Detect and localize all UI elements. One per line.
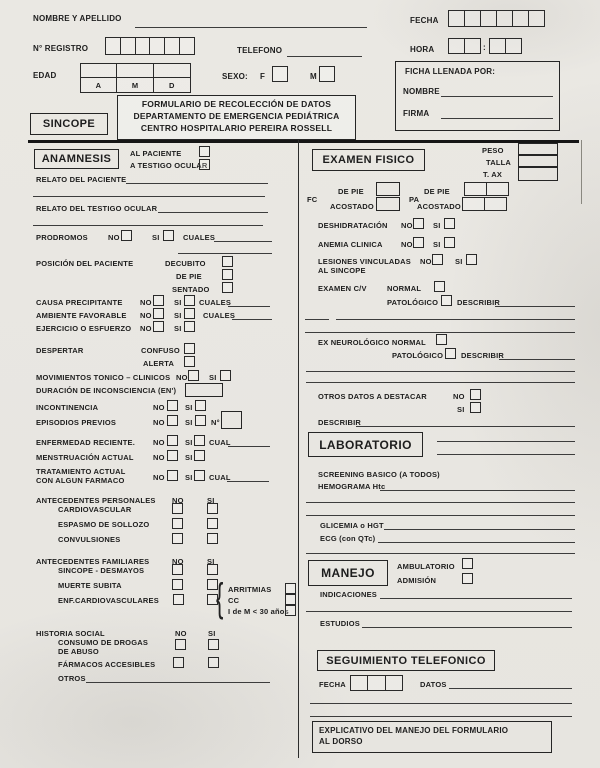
causa-si-label: SI	[174, 298, 182, 307]
farmacos-si-checkbox[interactable]	[208, 657, 219, 668]
otros-datos-label: OTROS DATOS A DESTACAR	[318, 392, 427, 401]
indicaciones-line2[interactable]	[306, 611, 572, 612]
otros-label: OTROS	[58, 674, 86, 683]
sincope-desmayos-no-checkbox[interactable]	[172, 564, 183, 575]
edad-meses-cell[interactable]	[116, 63, 154, 79]
duracion-label: DURACIÓN DE INCONSCIENCIA (EN')	[36, 386, 177, 395]
fecha-digit-cell[interactable]	[512, 10, 529, 27]
familiares-brace: {	[216, 576, 224, 620]
cv-normal-checkbox[interactable]	[434, 281, 445, 292]
relato-paciente-line2[interactable]	[33, 196, 265, 197]
lesiones-label-l2: AL SINCOPE	[318, 266, 366, 275]
causa-no-label: NO	[140, 298, 152, 307]
nombre-apellido-line[interactable]	[135, 27, 367, 28]
seguimiento-line3[interactable]	[310, 716, 572, 717]
ficha-firma-label: FIRMA	[403, 109, 430, 118]
cv-line3[interactable]	[305, 332, 575, 333]
anemia-si-checkbox[interactable]	[444, 237, 455, 248]
seguimiento-fecha-cell[interactable]	[367, 675, 385, 691]
seguimiento-title: SEGUIMIENTO TELEFONICO	[326, 655, 486, 667]
lesiones-no-label: NO	[420, 257, 432, 266]
espasmo-label: ESPASMO DE SOLLOZO	[58, 520, 150, 529]
ficha-nombre-label: NOMBRE	[403, 87, 440, 96]
ecg-label: ECG (con QTc)	[320, 534, 376, 543]
tratamiento-si-checkbox[interactable]	[194, 470, 205, 481]
deshidratacion-no-checkbox[interactable]	[413, 218, 424, 229]
tratamiento-label-l1: TRATAMIENTO ACTUAL	[36, 467, 126, 476]
ant-personales-si-header: SI	[207, 496, 215, 505]
explicativo-label-l2: AL DORSO	[319, 737, 363, 746]
al-paciente-checkbox[interactable]	[199, 146, 210, 157]
enfermedad-cual-line[interactable]	[228, 446, 270, 447]
sentado-checkbox[interactable]	[222, 282, 233, 293]
convulsiones-label: CONVULSIONES	[58, 535, 121, 544]
registro-digit-cell[interactable]	[149, 37, 165, 55]
ejercicio-si-checkbox[interactable]	[184, 321, 195, 332]
fecha-digit-cell[interactable]	[480, 10, 497, 27]
historia-si-header: SI	[208, 629, 216, 638]
movimientos-no-checkbox[interactable]	[188, 370, 199, 381]
prodromos-si-label: SI	[152, 233, 160, 242]
examen-cv-label: EXAMEN C/V	[318, 284, 367, 293]
tratamiento-cual-line[interactable]	[227, 481, 269, 482]
menstruacion-no-label: NO	[153, 453, 165, 462]
pa-acostado-cell[interactable]	[462, 197, 485, 211]
admision-checkbox[interactable]	[462, 573, 473, 584]
registro-digit-cell[interactable]	[135, 37, 151, 55]
prodromos-no-label: NO	[108, 233, 120, 242]
tratamiento-no-checkbox[interactable]	[167, 470, 178, 481]
t-ax-field-box[interactable]	[518, 167, 558, 181]
cardiovascular-label: CARDIOVASCULAR	[58, 505, 132, 514]
seguimiento-fecha-cell[interactable]	[385, 675, 403, 691]
fc-acostado-box[interactable]	[376, 197, 400, 211]
sincope-desmayos-label: SINCOPE - DESMAYOS	[58, 566, 145, 575]
de-pie-checkbox[interactable]	[222, 269, 233, 280]
fc-de-pie-box[interactable]	[376, 182, 400, 196]
cv-patologico-checkbox[interactable]	[441, 295, 452, 306]
datos-label: DATOS	[420, 680, 447, 689]
fecha-digit-cell[interactable]	[448, 10, 465, 27]
edad-col-a: A	[80, 77, 118, 93]
screening-label: SCREENING BASICO (A TODOS)	[318, 470, 440, 479]
a-testigo-label: A TESTIGO OCULAR	[130, 161, 208, 170]
relato-paciente-label: RELATO DEL PACIENTE	[36, 175, 127, 184]
neuro-line2[interactable]	[306, 371, 575, 372]
al-paciente-label: AL PACIENTE	[130, 149, 182, 158]
anamnesis-title: ANAMNESIS	[41, 153, 112, 165]
lesiones-si-label: SI	[455, 257, 463, 266]
deshidratacion-si-label: SI	[433, 221, 441, 230]
farmacos-no-checkbox[interactable]	[173, 657, 184, 668]
cc-checkbox[interactable]	[285, 594, 296, 605]
enfermedad-no-checkbox[interactable]	[167, 435, 178, 446]
enfermedad-label: ENFERMEDAD RECIENTE.	[36, 438, 136, 447]
ant-personales-no-header: NO	[172, 496, 184, 505]
edad-col-d: D	[153, 77, 191, 93]
ambiente-label: AMBIENTE FAVORABLE	[36, 311, 127, 320]
sincope-desmayos-si-checkbox[interactable]	[207, 564, 218, 575]
form-title-line3: CENTRO HOSPITALARIO PEREIRA ROSSELL	[140, 123, 333, 133]
telefono-line[interactable]	[287, 56, 362, 57]
anemia-si-label: SI	[433, 240, 441, 249]
seguimiento-fecha-label: FECHA	[319, 680, 346, 689]
enf-cardiovasculares-no-checkbox[interactable]	[173, 594, 184, 605]
talla-label: TALLA	[486, 158, 512, 167]
relato-testigo-label: RELATO DEL TESTIGO OCULAR	[36, 204, 158, 213]
tratamiento-label-l2: CON ALGUN FARMACO	[36, 476, 125, 485]
incontinencia-si-checkbox[interactable]	[195, 400, 206, 411]
episodios-no-checkbox[interactable]	[167, 415, 178, 426]
lesiones-si-checkbox[interactable]	[466, 254, 477, 265]
decubito-label: DECUBITO	[165, 259, 206, 268]
neuro-describir-label: DESCRIBIR	[461, 351, 505, 360]
ambiente-cuales-line[interactable]	[232, 319, 272, 320]
sexo-m-checkbox[interactable]	[319, 66, 335, 82]
cv-describir-label: DESCRIBIR	[457, 298, 501, 307]
espasmo-no-checkbox[interactable]	[172, 518, 183, 529]
explicativo-label-l1: EXPLICATIVO DEL MANEJO DEL FORMULARIO	[319, 726, 509, 735]
sexo-label: SEXO:	[222, 72, 248, 81]
cv-describir-line[interactable]	[495, 306, 575, 307]
manejo-title: MANEJO	[321, 566, 375, 580]
hora-separator: :	[483, 43, 486, 52]
deshidratacion-si-checkbox[interactable]	[444, 218, 455, 229]
hemograma-line2[interactable]	[306, 502, 575, 503]
episodios-si-checkbox[interactable]	[195, 415, 206, 426]
sentado-label: SENTADO	[172, 285, 210, 294]
hora-label: HORA	[410, 45, 435, 54]
incontinencia-label: INCONTINENCIA	[36, 403, 99, 412]
cardiovascular-si-checkbox[interactable]	[207, 503, 218, 514]
consumo-label-l1: CONSUMO DE DROGAS	[58, 638, 149, 647]
ex-neurologico-label: EX NEUROLÓGICO NORMAL	[318, 338, 426, 347]
pa-label: PA	[409, 195, 420, 204]
incontinencia-no-label: NO	[153, 403, 165, 412]
estudios-line[interactable]	[362, 627, 572, 628]
t-ax-label: T. AX	[483, 170, 503, 179]
pa-de-pie-cell[interactable]	[464, 182, 487, 196]
episodios-no-label: NO	[153, 418, 165, 427]
consumo-no-checkbox[interactable]	[175, 639, 186, 650]
ecg-line2[interactable]	[306, 553, 575, 554]
de-pie-label: DE PIE	[176, 272, 202, 281]
laboratorio-line1[interactable]	[437, 441, 575, 442]
idm-label: I de M < 30 años	[228, 607, 289, 616]
deshidratacion-label: DESHIDRATACIÓN	[318, 221, 388, 230]
movimientos-si-label: SI	[209, 373, 217, 382]
seguimiento-fecha-boxes	[350, 675, 403, 691]
registro-digit-cell[interactable]	[179, 37, 195, 55]
hora-digit-cell[interactable]	[489, 38, 506, 54]
hora-digit-cell[interactable]	[448, 38, 465, 54]
top-rule	[28, 140, 579, 143]
pa-de-pie-label: DE PIE	[424, 187, 450, 196]
consumo-si-checkbox[interactable]	[208, 639, 219, 650]
edad-anios-cell[interactable]	[80, 63, 118, 79]
movimientos-label: MOVIMIENTOS TONICO – CLINICOS	[36, 373, 171, 382]
prodromos-label: PRODROMOS	[36, 233, 88, 242]
fecha-label: FECHA	[410, 16, 439, 25]
indicaciones-label: INDICACIONES	[320, 590, 377, 599]
hora-hh-boxes	[448, 38, 481, 54]
sexo-m-label: M	[310, 72, 317, 81]
lesiones-label-l1: LESIONES VINCULADAS	[318, 257, 411, 266]
ejercicio-label: EJERCICIO O ESFUERZO	[36, 324, 132, 333]
anemia-no-label: NO	[401, 240, 413, 249]
ecg-line[interactable]	[378, 542, 575, 543]
ambiente-si-label: SI	[174, 311, 182, 320]
sexo-f-checkbox[interactable]	[272, 66, 288, 82]
otros-datos-si-checkbox[interactable]	[470, 402, 481, 413]
consumo-label-l2: DE ABUSO	[58, 647, 99, 656]
describir-label: DESCRIBIR	[318, 418, 362, 427]
prodromos-cuales-line[interactable]	[214, 241, 272, 242]
laboratorio-line2[interactable]	[437, 454, 575, 455]
ambulatorio-label: AMBULATORIO	[397, 562, 455, 571]
form-title-line2: DEPARTAMENTO DE EMERGENCIA PEDIÁTRICA	[133, 111, 340, 121]
prodromos-no-checkbox[interactable]	[121, 230, 132, 241]
menstruacion-label: MENSTRUACIÓN ACTUAL	[36, 453, 134, 462]
menstruacion-si-label: SI	[185, 453, 193, 462]
ambiente-no-checkbox[interactable]	[153, 308, 164, 319]
convulsiones-si-checkbox[interactable]	[207, 533, 218, 544]
prodromos-cuales-line2[interactable]	[178, 253, 272, 254]
pa-de-pie-boxes	[464, 182, 509, 196]
ficha-titulo-label: FICHA LLENADA POR:	[405, 67, 496, 76]
convulsiones-no-checkbox[interactable]	[172, 533, 183, 544]
hemograma-line[interactable]	[380, 490, 575, 491]
enfermedad-cual-label: CUAL	[209, 438, 231, 447]
hemograma-line3[interactable]	[306, 515, 575, 516]
fc-acostado-label: ACOSTADO	[330, 202, 374, 211]
telefono-label: TELEFONO	[237, 46, 283, 55]
fecha-digit-cell[interactable]	[528, 10, 545, 27]
datos-line[interactable]	[449, 688, 572, 689]
ambiente-si-checkbox[interactable]	[184, 308, 195, 319]
prodromos-si-checkbox[interactable]	[163, 230, 174, 241]
registro-label: N° REGISTRO	[33, 44, 89, 53]
edad-dias-cell[interactable]	[153, 63, 191, 79]
registro-digit-cell[interactable]	[105, 37, 121, 55]
fecha-digit-cell[interactable]	[496, 10, 513, 27]
form-title-line1: FORMULARIO DE RECOLECCIÓN DE DATOS	[141, 99, 332, 109]
incontinencia-si-label: SI	[185, 403, 193, 412]
ambulatorio-checkbox[interactable]	[462, 558, 473, 569]
laboratorio-title: LABORATORIO	[319, 438, 412, 452]
pa-acostado-boxes	[462, 197, 507, 211]
otros-datos-si-label: SI	[457, 405, 465, 414]
pa-de-pie-cell[interactable]	[486, 182, 509, 196]
registro-digit-cell[interactable]	[120, 37, 136, 55]
fc-de-pie-label: DE PIE	[338, 187, 364, 196]
ant-personales-label: ANTECEDENTES PERSONALES	[36, 496, 156, 505]
otros-line[interactable]	[86, 682, 270, 683]
relato-testigo-line1[interactable]	[158, 212, 268, 213]
anemia-label: ANEMIA CLINICA	[318, 240, 383, 249]
confuso-checkbox[interactable]	[184, 343, 195, 354]
muerte-subita-no-checkbox[interactable]	[172, 579, 183, 590]
cardiovascular-no-checkbox[interactable]	[172, 503, 183, 514]
posicion-label: POSICIÓN DEL PACIENTE	[36, 259, 134, 268]
edad-col-m: M	[116, 77, 154, 93]
neuro-describir-line[interactable]	[499, 359, 575, 360]
estudios-label: ESTUDIOS	[320, 619, 360, 628]
ant-familiares-si-header: SI	[207, 557, 215, 566]
historia-no-header: NO	[175, 629, 187, 638]
muerte-subita-label: MUERTE SUBITA	[58, 581, 122, 590]
cv-line2a[interactable]	[305, 319, 329, 320]
otros-datos-no-checkbox[interactable]	[470, 389, 481, 400]
episodios-numero-label: N°	[211, 418, 220, 427]
registro-digit-cell[interactable]	[164, 37, 180, 55]
pa-acostado-cell[interactable]	[484, 197, 507, 211]
causa-no-checkbox[interactable]	[153, 295, 164, 306]
espasmo-si-checkbox[interactable]	[207, 518, 218, 529]
ficha-nombre-line[interactable]	[441, 96, 553, 97]
ficha-firma-line[interactable]	[441, 118, 553, 119]
causa-cuales-line[interactable]	[228, 306, 270, 307]
confuso-label: CONFUSO	[141, 346, 180, 355]
movimientos-si-checkbox[interactable]	[220, 370, 231, 381]
ant-familiares-label: ANTECEDENTES FAMILIARES	[36, 557, 150, 566]
historia-social-label: HISTORIA SOCIAL	[36, 629, 105, 638]
describir-line[interactable]	[356, 426, 575, 427]
neuro-patologico-checkbox[interactable]	[445, 348, 456, 359]
hora-digit-cell[interactable]	[505, 38, 522, 54]
enfermedad-no-label: NO	[153, 438, 165, 447]
glicemia-label: GLICEMIA o HGT	[320, 521, 384, 530]
causa-si-checkbox[interactable]	[184, 295, 195, 306]
neuro-line3[interactable]	[306, 382, 575, 383]
cv-line2b[interactable]	[336, 319, 575, 320]
right-edge-rule	[581, 140, 582, 204]
glicemia-line[interactable]	[384, 529, 575, 530]
alerta-checkbox[interactable]	[184, 356, 195, 367]
tratamiento-si-label: SI	[185, 473, 193, 482]
enfermedad-si-label: SI	[185, 438, 193, 447]
neuro-normal-checkbox[interactable]	[436, 334, 447, 345]
ejercicio-si-label: SI	[174, 324, 182, 333]
hora-digit-cell[interactable]	[464, 38, 481, 54]
relato-paciente-line1[interactable]	[126, 183, 268, 184]
registro-boxes	[105, 37, 195, 55]
duracion-field-box[interactable]	[185, 383, 223, 397]
seguimiento-fecha-cell[interactable]	[350, 675, 368, 691]
alerta-label: ALERTA	[143, 359, 175, 368]
neuro-patologico-label: PATOLÓGICO	[392, 351, 444, 360]
enfermedad-si-checkbox[interactable]	[194, 435, 205, 446]
sincope-label: SINCOPE	[42, 118, 96, 130]
farmacos-label: FÁRMACOS ACCESIBLES	[58, 660, 156, 669]
prodromos-cuales-label: CUALES	[183, 233, 216, 242]
anemia-no-checkbox[interactable]	[413, 237, 424, 248]
fecha-boxes	[448, 10, 545, 27]
arritmias-label: ARRITMIAS	[228, 585, 272, 594]
hemograma-label: HEMOGRAMA Htc	[318, 482, 386, 491]
ambiente-no-label: NO	[140, 311, 152, 320]
episodios-label: EPISODIOS PREVIOS	[36, 418, 117, 427]
ambiente-cuales-label: CUALES	[203, 311, 236, 320]
causa-cuales-label: CUALES	[199, 298, 232, 307]
causa-label: CAUSA PRECIPITANTE	[36, 298, 123, 307]
deshidratacion-no-label: NO	[401, 221, 413, 230]
menstruacion-si-checkbox[interactable]	[194, 450, 205, 461]
edad-label: EDAD	[33, 71, 57, 80]
episodios-numero-box[interactable]	[221, 411, 242, 429]
seguimiento-line2[interactable]	[310, 703, 572, 704]
admision-label: ADMISIÓN	[397, 576, 437, 585]
ejercicio-no-label: NO	[140, 324, 152, 333]
lesiones-no-checkbox[interactable]	[432, 254, 443, 265]
ejercicio-no-checkbox[interactable]	[153, 321, 164, 332]
peso-field-box[interactable]	[518, 143, 558, 155]
indicaciones-line[interactable]	[380, 598, 572, 599]
incontinencia-no-checkbox[interactable]	[167, 400, 178, 411]
otros-datos-no-label: NO	[453, 392, 465, 401]
talla-field-box[interactable]	[518, 155, 558, 167]
edad-table	[80, 63, 190, 92]
episodios-si-label: SI	[185, 418, 193, 427]
sexo-f-label: F	[260, 72, 266, 81]
tratamiento-no-label: NO	[153, 473, 165, 482]
menstruacion-no-checkbox[interactable]	[167, 450, 178, 461]
peso-label: PESO	[482, 146, 504, 155]
movimientos-no-label: NO	[176, 373, 188, 382]
decubito-checkbox[interactable]	[222, 256, 233, 267]
cc-label: CC	[228, 596, 240, 605]
ant-familiares-no-header: NO	[172, 557, 184, 566]
a-testigo-checkbox[interactable]	[199, 159, 210, 170]
hora-mm-boxes	[489, 38, 522, 54]
cv-patologico-label: PATOLÓGICO	[387, 298, 439, 307]
despertar-label: DESPERTAR	[36, 346, 84, 355]
fecha-digit-cell[interactable]	[464, 10, 481, 27]
tratamiento-cual-label: CUAL	[209, 473, 231, 482]
examen-fisico-title: EXAMEN FISICO	[322, 154, 415, 166]
arritmias-checkbox[interactable]	[285, 583, 296, 594]
fc-label: FC	[307, 195, 318, 204]
enf-cardiovasculares-label: ENF.CARDIOVASCULARES	[58, 596, 159, 605]
idm-checkbox[interactable]	[285, 605, 296, 616]
pa-acostado-label: ACOSTADO	[417, 202, 461, 211]
cv-normal-label: NORMAL	[387, 284, 422, 293]
relato-testigo-line2[interactable]	[33, 225, 263, 226]
nombre-apellido-label: NOMBRE Y APELLIDO	[33, 14, 122, 23]
column-divider	[298, 140, 299, 758]
